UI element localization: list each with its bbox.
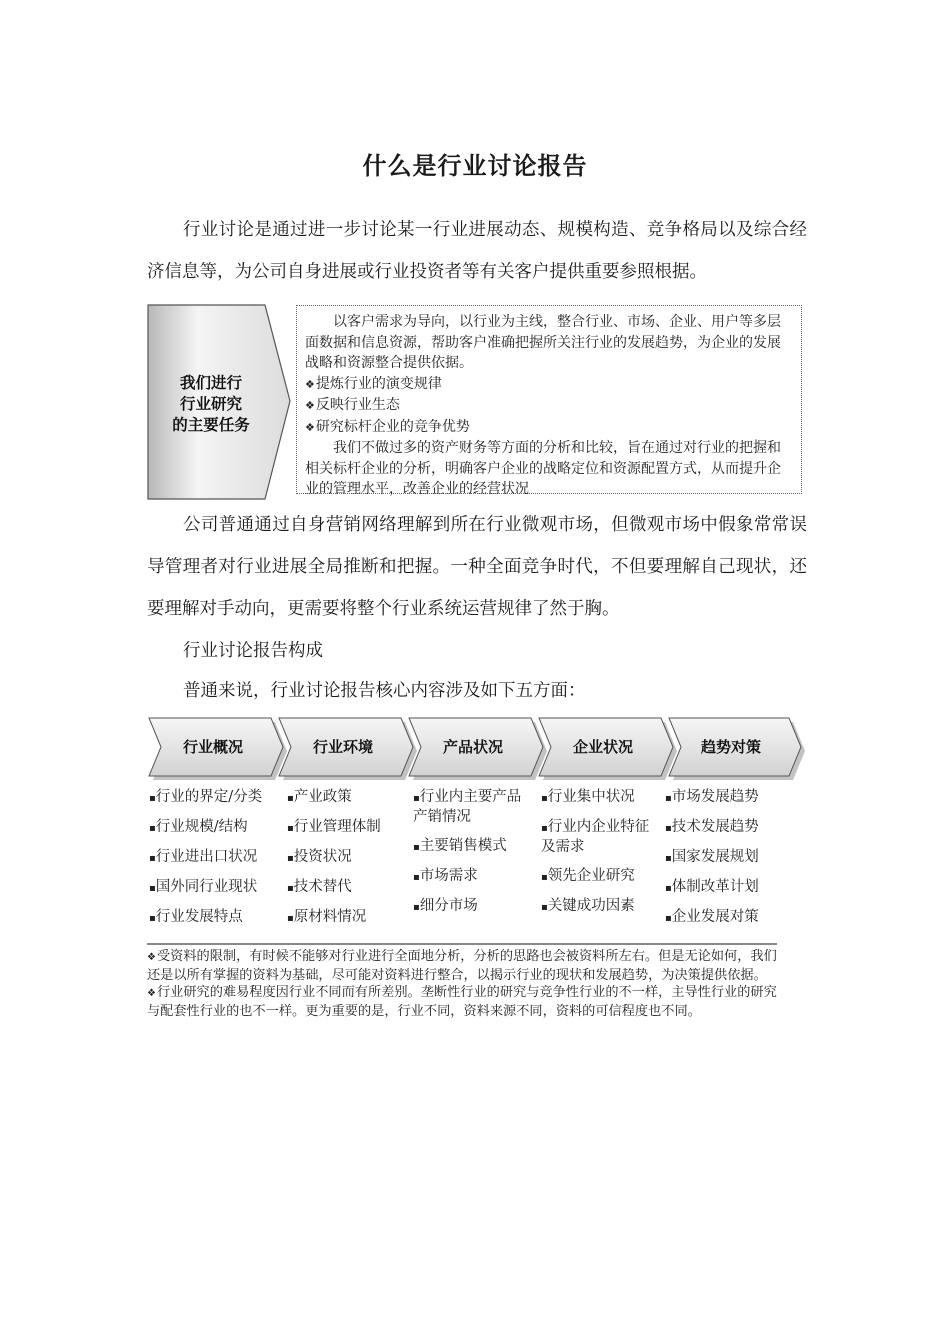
list-item: ▪ 行业进出口状况 — [149, 848, 287, 868]
column-header: 产品状况 — [442, 738, 503, 756]
column-header: 行业环境 — [312, 738, 373, 756]
column-items — [665, 788, 805, 938]
list-item: ▪ 体制改革计划 — [665, 878, 805, 898]
column-header: 企业状况 — [572, 738, 633, 756]
tasks-label-line: 行业研究 — [179, 395, 242, 413]
column-header: 行业概况 — [182, 738, 243, 756]
list-item: ▪ 行业内主要产品产销情况 — [413, 788, 529, 827]
list-item: ▪ 市场发展趋势 — [665, 788, 805, 808]
report-structure-figure — [147, 716, 807, 1076]
list-item: ▪ 技术替代 — [287, 878, 411, 898]
tasks-label-line: 的主要任务 — [172, 416, 250, 434]
list-item: ▪ 企业发展对策 — [665, 908, 805, 928]
list-item: ▪ 行业规模/结构 — [149, 818, 287, 838]
list-item: ▪ 行业集中状况 — [541, 788, 657, 808]
section-intro: 普通来说，行业讨论报告核心内容涉及如下五方面： — [183, 681, 586, 701]
tasks-label — [157, 373, 265, 436]
list-item: ▪ 市场需求 — [413, 867, 529, 887]
list-item: ▪ 行业发展特点 — [149, 908, 287, 928]
tasks-label-line: 我们进行 — [179, 374, 242, 392]
tasks-bullet: ❖ 反映行业生态 — [305, 395, 793, 417]
list-item: ▪ 产业政策 — [287, 788, 411, 808]
section-heading: 行业讨论报告构成 — [183, 641, 323, 661]
column-items — [149, 788, 287, 938]
list-item: ▪ 原材料情况 — [287, 908, 411, 928]
list-item: ▪ 行业管理体制 — [287, 818, 411, 838]
column-header: 趋势对策 — [700, 738, 761, 756]
list-item: ▪ 投资状况 — [287, 848, 411, 868]
list-item: ▪ 细分市场 — [413, 897, 529, 917]
list-item: ▪ 领先企业研究 — [541, 867, 657, 887]
research-tasks-figure — [147, 303, 807, 500]
note-text: ❖ 受资料的限制，有时候不能够对行业进行全面地分析，分析的思路也会被资料所左右。但是无论如何，我们还是以所有掌握的资料为基础，尽可能对资料进行整合，以揭示行业的现状和发展趋势，为决策提供依据。 — [147, 948, 777, 984]
figure-notes — [147, 948, 777, 1020]
note-text: ❖ 行业研究的难易程度因行业不同而有所差别。垄断性行业的研究与竞争性行业的不一样，主导性行业的研究与配套性行业的也不一样。更为重要的是，行业不同，资料来源不同，资料的可信程度也不同。 — [147, 984, 777, 1020]
list-item: ▪ 关键成功因素 — [541, 897, 657, 917]
list-item: ▪ 主要销售模式 — [413, 837, 529, 857]
tasks-text: 以客户需求为导向，以行业为主线，整合行业、市场、企业、用户等多层面数据和信息资源，帮助客户准确把握所关注行业的发展趋势，为企业的发展战略和资源整合提供依据。 — [305, 314, 781, 371]
column-items — [413, 788, 529, 927]
body-paragraph: 公司普通通过自身营销网络理解到所在行业微观市场，但微观市场中假象常常误导管理者对行业进展全局推断和把握。一种全面竞争时代，不但要理解自己现状，还要理解对手动向，更需要将整个行业系统运营规律了然于胸。 — [147, 515, 807, 619]
column-items — [287, 788, 411, 938]
list-item: ▪ 国外同行业现状 — [149, 878, 287, 898]
list-item: ▪ 技术发展趋势 — [665, 818, 805, 838]
intro-paragraph: 行业讨论是通过进一步讨论某一行业进展动态、规模构造、竞争格局以及综合经济信息等，为公司自身进展或行业投资者等有关客户提供重要参照根据。 — [147, 220, 807, 282]
tasks-description-box — [296, 305, 802, 497]
column-items — [541, 788, 657, 927]
list-item: ▪ 行业的界定/分类 — [149, 788, 287, 808]
tasks-bullet: ❖ 研究标杆企业的竞争优势 — [305, 417, 793, 439]
tasks-bullet: ❖ 提炼行业的演变规律 — [305, 374, 793, 396]
tasks-text: 我们不做过多的资产财务等方面的分析和比较，旨在通过对行业的把握和相关标杆企业的分析，明确客户企业的战略定位和资源配置方式，从而提升企业的管理水平，改善企业的经营状况 — [305, 440, 781, 497]
list-item: ▪ 行业内企业特征及需求 — [541, 818, 657, 857]
list-item: ▪ 国家发展规划 — [665, 848, 805, 868]
page-title: 什么是行业讨论报告 — [362, 151, 588, 180]
